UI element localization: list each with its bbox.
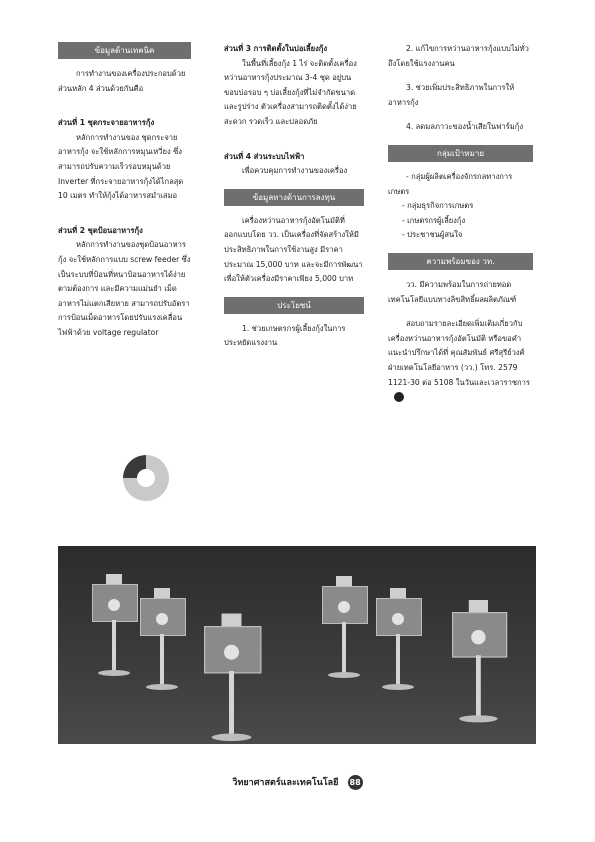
benefit-3: 3. ช่วยเพิ่มประสิทธิภาพในการให้อาหารกุ้ง — [388, 83, 515, 107]
column-1 — [58, 42, 191, 351]
section-header-technical: ข้อมูลด้านเทคนิค — [58, 42, 191, 59]
part2-body: หลักการทำงานของชุดป้อนอาหารกุ้ง จะใช้หลักการแบบ screw feeder ซึ่งเป็นระบบที่ป้อนที่หนาป้อนอาหารได้ง่ายตามต้องการ และมีความแม่นยำ เม็ดอาหารไม่แตกเสียหาย สามารถปรับอัตราการป้อนเม็ดอาหารโดยปรับแรงเคลื่อนไฟฟ้าด้วย voltage regulator — [58, 240, 191, 337]
contact-body — [388, 317, 533, 405]
intro-text: การทำงานของเครื่องประกอบด้วยส่วนหลัก 4 ส่วนด้วยกันคือ — [58, 69, 186, 93]
section-header-investment: ข้อมูลทางด้านการลงทุน — [224, 189, 364, 206]
benefit-2: 2. แก้ไขการหว่านอาหารกุ้งแบบไม่ทั่วถึงโดยใช้แรงงานคน — [388, 44, 529, 68]
part3-title: ส่วนที่ 3 การติดตั้งในบ่อเลี้ยงกุ้ง — [224, 44, 328, 53]
feeder-machines-photo — [58, 546, 536, 744]
section-header-benefits: ประโยชน์ — [224, 297, 364, 314]
target-item: - เกษตรกรผู้เลี้ยงกุ้ง — [402, 215, 466, 225]
page-footer — [0, 775, 595, 790]
target-list — [388, 199, 533, 243]
column-3 — [388, 42, 533, 405]
section-header-readiness: ความพร้อมของ วท. — [388, 253, 533, 270]
part4-title: ส่วนที่ 4 ส่วนระบบไฟฟ้า — [224, 151, 305, 161]
readiness-body: วว. มีความพร้อมในการถ่ายทอดเทคโนโลยีแบบทางลิขสิทธิ์ผลผลิตภัณฑ์ — [388, 279, 517, 304]
part1-body: หลักการทำงานของ ชุดกระจายอาหารกุ้ง จะใช้หลักการหมุนเหวี่ยง ซึ่งสามารถปรับความเร็วรอบหมุนด้วย Inverter ที่กระจายอาหารกุ้งได้ไกลสุด 10 เมตร ทำให้กุ้งได้อาหารสม่ำเสมอ — [58, 132, 184, 201]
part4-body: เพื่อควบคุมการทำงานของเครื่อง — [242, 166, 348, 176]
benefit-1: 1. ช่วยเกษตรกรผู้เลี้ยงกุ้งในการประหยัดแรงงาน — [224, 323, 346, 348]
investment-body: เครื่องหว่านอาหารกุ้งอัตโนมัติที่ออกแบบโดย วว. เป็นเครื่องที่จัดสร้างให้มีประสิทธิภาพในการใช้งานสูง มีราคาประมาณ 15,000 บาท และจะมีการพัฒนาเพื่อให้ตัวเครื่องมีราคาเพียง 5,000 บาท — [224, 215, 363, 284]
contact-text: สอบถามรายละเอียดเพิ่มเติมเกี่ยวกับเครื่องหว่านอาหารกุ้งอัตโนมัติ หรือขอคำแนะนำปรึกษาได้ที่ คุณสัมพันธ์ ศรีสุรีย์วงศ์ ฝ่ายเทคโนโลยีอาหาร (วว.) โทร. 2579 1121-30 ต่อ 5108 ในวันและเวลาราชการ — [388, 319, 530, 387]
part2-title: ส่วนที่ 2 ชุดป้อนอาหารกุ้ง — [58, 225, 143, 235]
page-number: 88 — [348, 775, 363, 790]
end-mark-icon — [394, 392, 404, 402]
part3-body: ในพื้นที่เลี้ยงกุ้ง 1 ไร่ จะติดตั้งเครื่องหว่านอาหารกุ้งประมาณ 3-4 ชุด อยู่บนขอบบ่อรอบ ๆ บ่อเลี้ยงกุ้งที่ไม่จำกัดขนาดและรูปร่าง ตัวเครื่องสามารถติดตั้งได้ง่าย สะดวก รวดเร็ว และปลอดภัย — [224, 58, 357, 126]
target-item: - กลุ่มธุรกิจการเกษตร — [402, 201, 474, 211]
column-2 — [224, 42, 364, 361]
section-header-target: กลุ่มเป้าหมาย — [388, 145, 533, 162]
target-intro: - กลุ่มผู้ผลิตเครื่องจักรกลทางการเกษตร — [388, 171, 513, 196]
magazine-name: วิทยาศาสตร์และเทคโนโลยี — [232, 778, 339, 788]
part1-title: ส่วนที่ 1 ชุดกระจายอาหารกุ้ง — [58, 118, 155, 128]
benefit-4: 4. ลดมลภาวะของน้ำเสียในฟาร์มกุ้ง — [406, 122, 524, 132]
target-item: - ประชาชนผู้สนใจ — [402, 230, 463, 240]
decorative-circle-graphic — [123, 455, 169, 501]
